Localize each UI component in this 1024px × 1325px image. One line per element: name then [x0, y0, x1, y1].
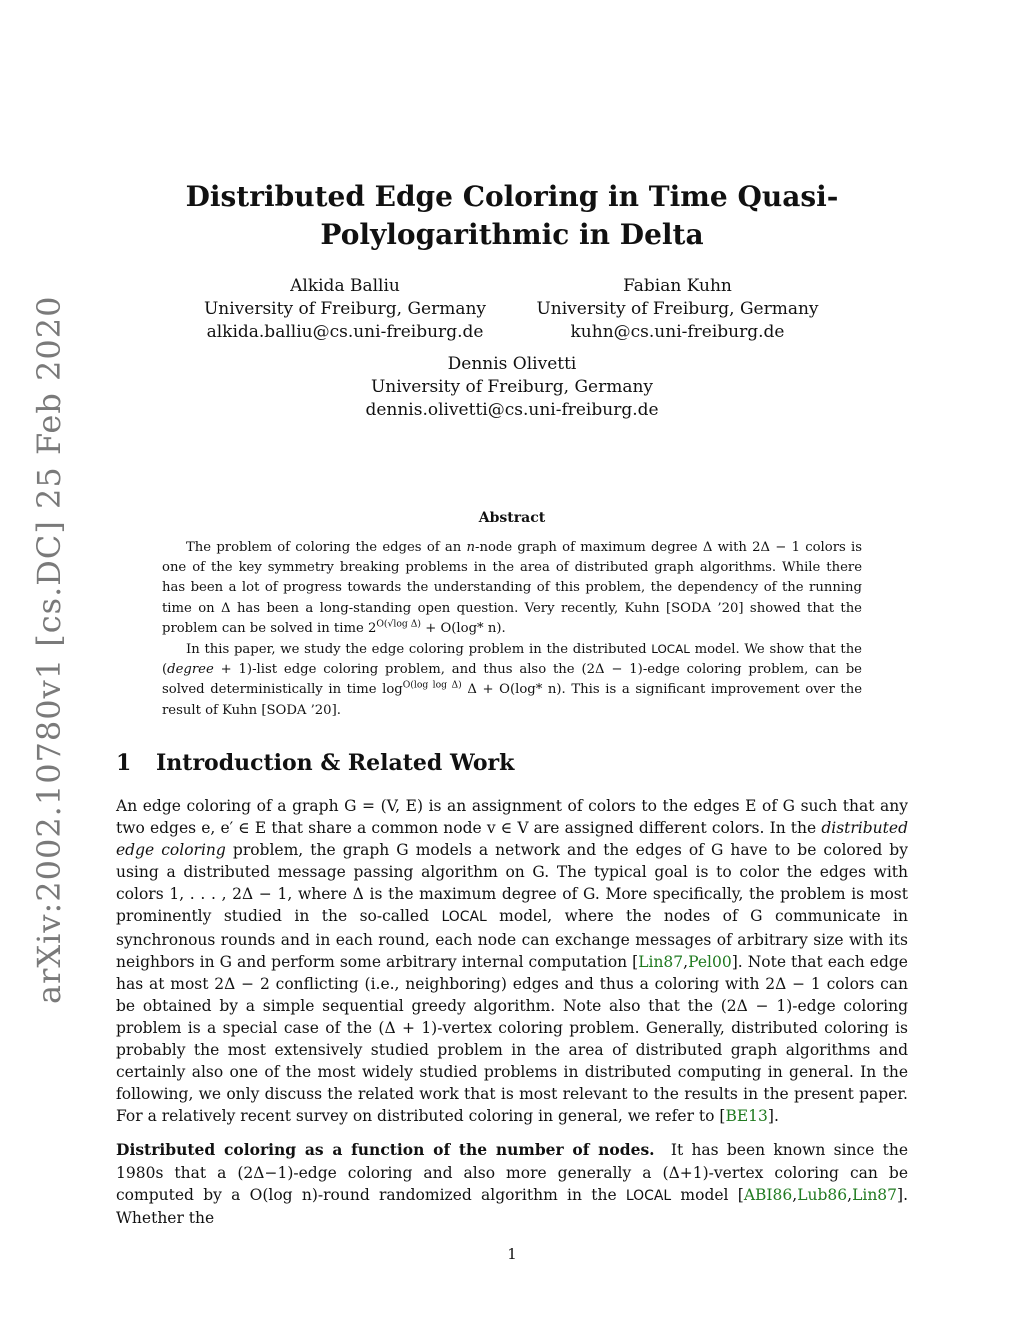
author-email: alkida.balliu@cs.uni-freiburg.de [206, 322, 484, 342]
body-paragraph: Distributed coloring as a function of the number of nodes. It has been known since the 1980s that a (2Δ−1)-edge coloring and also more generally a (Δ+1)-vertex coloring can be computed by a O(log n)-round randomized algorithm in the LOCAL model [ABI86,Lub86,Lin87]. Whether the [116, 1140, 909, 1227]
author-affiliation: University of Freiburg, Germany [203, 299, 487, 319]
author-name: Dennis Olivetti [447, 354, 577, 374]
page-number: 1 [507, 1245, 517, 1263]
author-name: Fabian Kuhn [623, 276, 732, 296]
author-name: Alkida Balliu [290, 276, 400, 296]
section-number: 1 [116, 750, 132, 776]
body-paragraph: An edge coloring of a graph G = (V, E) is an assignment of colors to the edges E of G such that any two edges e, e′ ∈ E that share a common node v ∈ V are assigned different colors. In the distributed edge coloring problem, the graph G models a network and the edges of G have to be colored by using a distributed message passing algorithm on G. The typical goal is to color the edges with colors 1, . . . , 2Δ − 1, where Δ is the maximum degree of G. More specifically, the problem is most prominently studied in the so-called LOCAL model, where the nodes of G communicate in synchronous rounds and in each round, each node can exchange messages of arbitrary size with its neighbors in G and perform some arbitrary internal computation [Lin87,Pel00]. Note that each edge has at most 2Δ − 2 conflicting (i.e., neighboring) edges and thus a coloring with 2Δ − 1 colors can be obtained by a simple sequential greedy algorithm. Note also that the (2Δ − 1)-edge coloring problem is a special case of the (Δ + 1)-vertex coloring problem. Generally, distributed coloring is probably the most extensively studied problem in the area of distributed graph algorithms and certainly also one of the most widely studied problems in distributed computing in general. In the following, we only discuss the related work that is most relevant to the results in the present paper. For a relatively recent survey on distributed coloring in general, we refer to [BE13]. [116, 797, 908, 1126]
citation-link[interactable]: Pel00 [688, 952, 732, 971]
section-title: Introduction & Related Work [156, 750, 515, 776]
abstract-body [162, 538, 862, 721]
abstract-heading: Abstract [478, 510, 546, 526]
author-affiliation: University of Freiburg, Germany [536, 299, 819, 319]
author-block [190, 275, 500, 344]
abstract-paragraph: The problem of coloring the edges of an n-node graph of maximum degree Δ with 2Δ − 1 colors is one of the key symmetry breaking problems in the area of distributed graph algorithms. While there has been a lot of progress towards the understanding of this problem, the dependency of the running time on Δ has been a long-standing open question. Very recently, Kuhn [SODA ’20] showed that the problem can be solved in time $2^{O(√log \Delta)} + O(\log*$ n). [162, 540, 863, 636]
citation-link[interactable]: ABI86 [743, 1185, 793, 1204]
citation-link[interactable]: Lin87 [638, 952, 684, 971]
author-affiliation: University of Freiburg, Germany [370, 377, 654, 397]
citation-link[interactable]: Lin87 [852, 1185, 898, 1204]
abstract-paragraph: In this paper, we study the edge coloring problem in the distributed LOCAL model. We show that the (degree + 1)-list edge coloring problem, and thus also the (2Δ − 1)-edge coloring problem, can be solved deterministically in time $\log^{O(log log \Delta)} \Delta + O(\log*$ n). This is a significant improvement over the result of Kuhn [SODA ’20]. [162, 642, 862, 718]
citation-link[interactable]: BE13 [725, 1107, 768, 1126]
paper-title: Distributed Edge Coloring in Time Quasi-Polylogarithmic in Delta [185, 180, 839, 251]
arxiv-side-stamp: arXiv:2002.10780v1 [cs.DC] 25 Feb 2020 [30, 295, 68, 1005]
author-email: kuhn@cs.uni-freiburg.de [570, 322, 785, 342]
author-block [525, 275, 830, 344]
citation-link[interactable]: Lub86 [797, 1185, 848, 1204]
author-block [357, 353, 667, 422]
paragraph-run-in-heading: Distributed coloring as a function of the number of nodes. [116, 1140, 655, 1160]
section-heading [116, 750, 514, 776]
section-body [116, 795, 908, 1229]
author-email: dennis.olivetti@cs.uni-freiburg.de [365, 400, 659, 420]
